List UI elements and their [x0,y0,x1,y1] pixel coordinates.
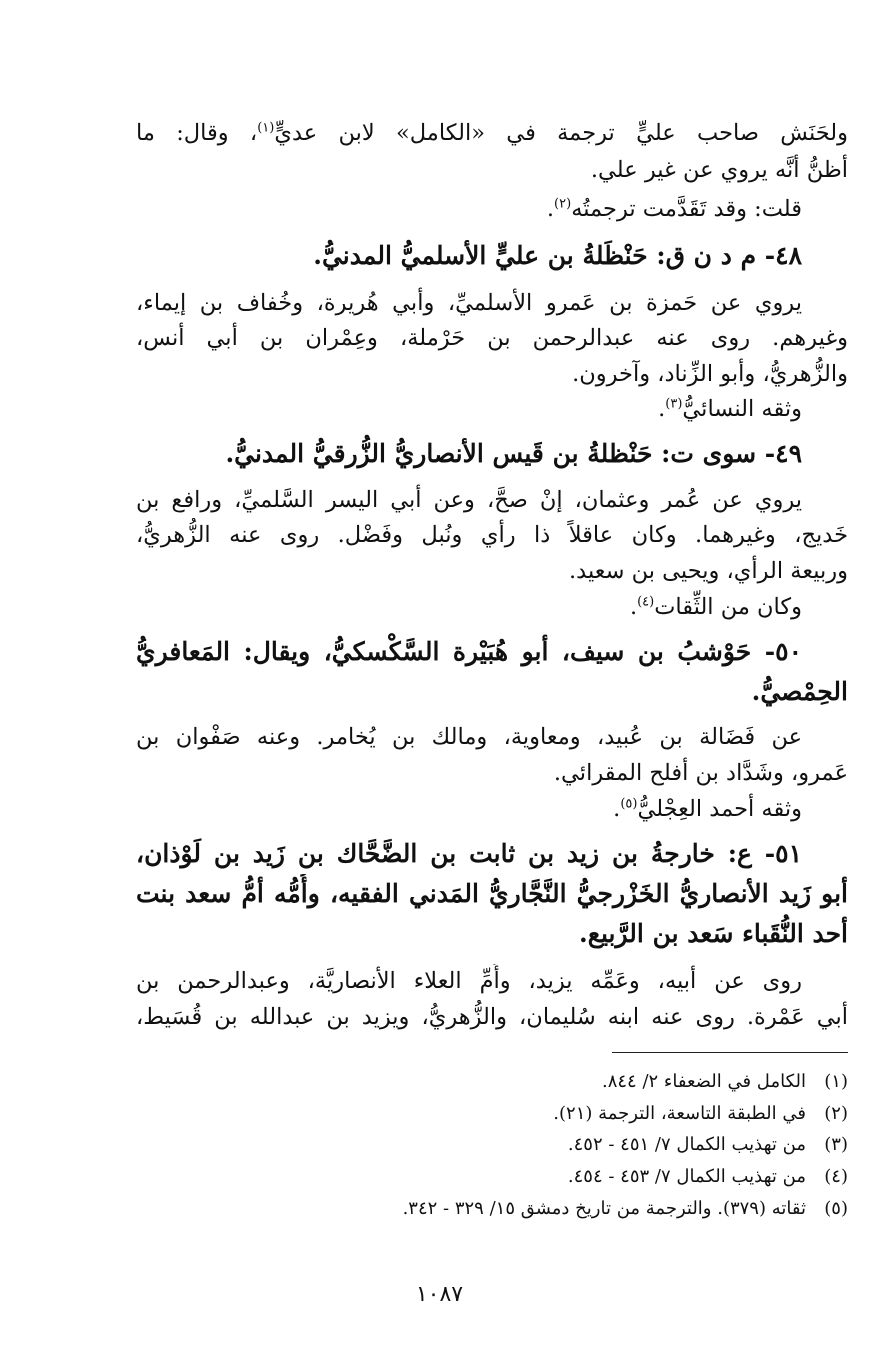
footnote [136,1068,848,1096]
footnote-ref: (٢) [554,196,572,212]
text-line: أبي عَمْرة. روى عنه ابنه سُليمان، والزُّهريُّ، ويزيد بن عبدالله بن قُسَيط، [136,1004,848,1030]
entry-heading-51: ٥١- ع: خارجةُ بن زيد بن ثابت بن الضَّحَّاك بن زَيد بن لَوْذان، [136,839,802,868]
page-number: ١٠٨٧ [415,1282,464,1307]
footnote [136,1195,848,1223]
footnote-text: من تهذيب الكمال ٧/ ٤٥٣ - ٤٥٤. [567,1166,806,1187]
text-line: وثقه النسائيُّ$^{(٣)}$. [658,396,802,422]
entry-heading-50-cont: الحِمْصيُّ. [751,677,848,706]
footnote-text: من تهذيب الكمال ٧/ ٤٥١ - ٤٥٢. [567,1134,806,1155]
text-line: وثقه أحمد العِجْليُّ$^{(٥)}$. [613,796,802,822]
text-line: وغيرهم. روى عنه عبدالرحمن بن حَرْملة، وعِمْران بن أبي أنس، [136,325,848,351]
footnote-number: (١) [824,1071,848,1092]
footnote [136,1163,848,1191]
entry-heading-51-cont: أبو زَيد الأنصاريُّ الخَزْرجيُّ النَّجَّاريُّ المَدني الفقيه، وأُمُّه أمُّ سعد بنت [136,879,848,908]
footnote-number: (٣) [824,1134,848,1155]
footnote-text: الكامل في الضعفاء ٢/ ٨٤٤. [601,1071,806,1092]
footnote-ref: (٥) [620,796,638,812]
text-line: عن فَضَالة بن عُبيد، ومعاوية، ومالك بن يُخامر. وعنه صَفْوان بن [136,724,802,750]
text-line: قلت: وقد تَقَدَّمت ترجمتُه$^{(٢)}$. [546,196,802,222]
footnote-text: في الطبقة التاسعة، الترجمة (٢١). [553,1103,806,1124]
text-line: وربيعة الرأي، ويحيى بن سعيد. [569,558,848,584]
text-line: أظنُّ أنَّه يروي عن غير علي. [590,157,848,183]
text-line: ولحَنَش صاحب عليٍّ ترجمة في «الكامل» لابن عديٍّ$^{(١)}$، وقال: ما [136,120,848,146]
footnote-ref: (١) [257,120,275,136]
footnote-separator [612,1052,848,1053]
footnote-ref: (٤) [637,594,655,610]
text-line: والزُّهريُّ، وأبو الزِّناد، وآخرون. [572,361,848,387]
footnote-number: (٢) [824,1103,848,1124]
text-line: روى عن أبيه، وعَمِّه يزيد، وأُمِّ العلاء الأنصاريَّة، وعبدالرحمن بن [136,968,802,994]
footnote [136,1131,848,1159]
footnote-number: (٥) [824,1198,848,1219]
footnote-number: (٤) [824,1166,848,1187]
entry-heading-51-cont: أحد النُّقَباء سَعد بن الرَّبيع. [579,919,848,948]
text-line: عَمرو، وشَدَّاد بن أفلح المقرائي. [553,760,848,786]
footnote [136,1100,848,1128]
footnote-text: ثقاته (٣٧٩). والترجمة من تاريخ دمشق ١٥/ ٣٢٩ - ٣٤٢. [402,1198,806,1219]
entry-heading-48: ٤٨- م د ن ق: حَنْظَلةُ بن عليٍّ الأسلميُّ المدنيُّ. [313,241,802,270]
text-line: يروي عن حَمزة بن عَمرو الأسلميِّ، وأبي هُريرة، وخُفاف بن إيماء، [136,290,802,316]
entry-heading-49: ٤٩- سوى ت: حَنْظلةُ بن قَيس الأنصاريُّ الزُّرقيُّ المدنيُّ. [225,439,802,468]
text-line: وكان من الثِّقات$^{(٤)}$. [629,594,802,620]
entry-heading-50: ٥٠- حَوْشبُ بن سيف، أبو هُبَيْرة السَّكْسكيُّ، ويقال: المَعافريُّ [136,637,802,666]
footnote-ref: (٣) [665,396,683,412]
text-line: خَديج، وغيرهما. وكان عاقلاً ذا رأي ونُبل وفَضْل. روى عنه الزُّهريُّ، [136,522,848,548]
text-line: يروي عن عُمر وعثمان، إنْ صحَّ، وعن أبي اليسر السَّلميِّ، ورافع بن [136,487,802,513]
